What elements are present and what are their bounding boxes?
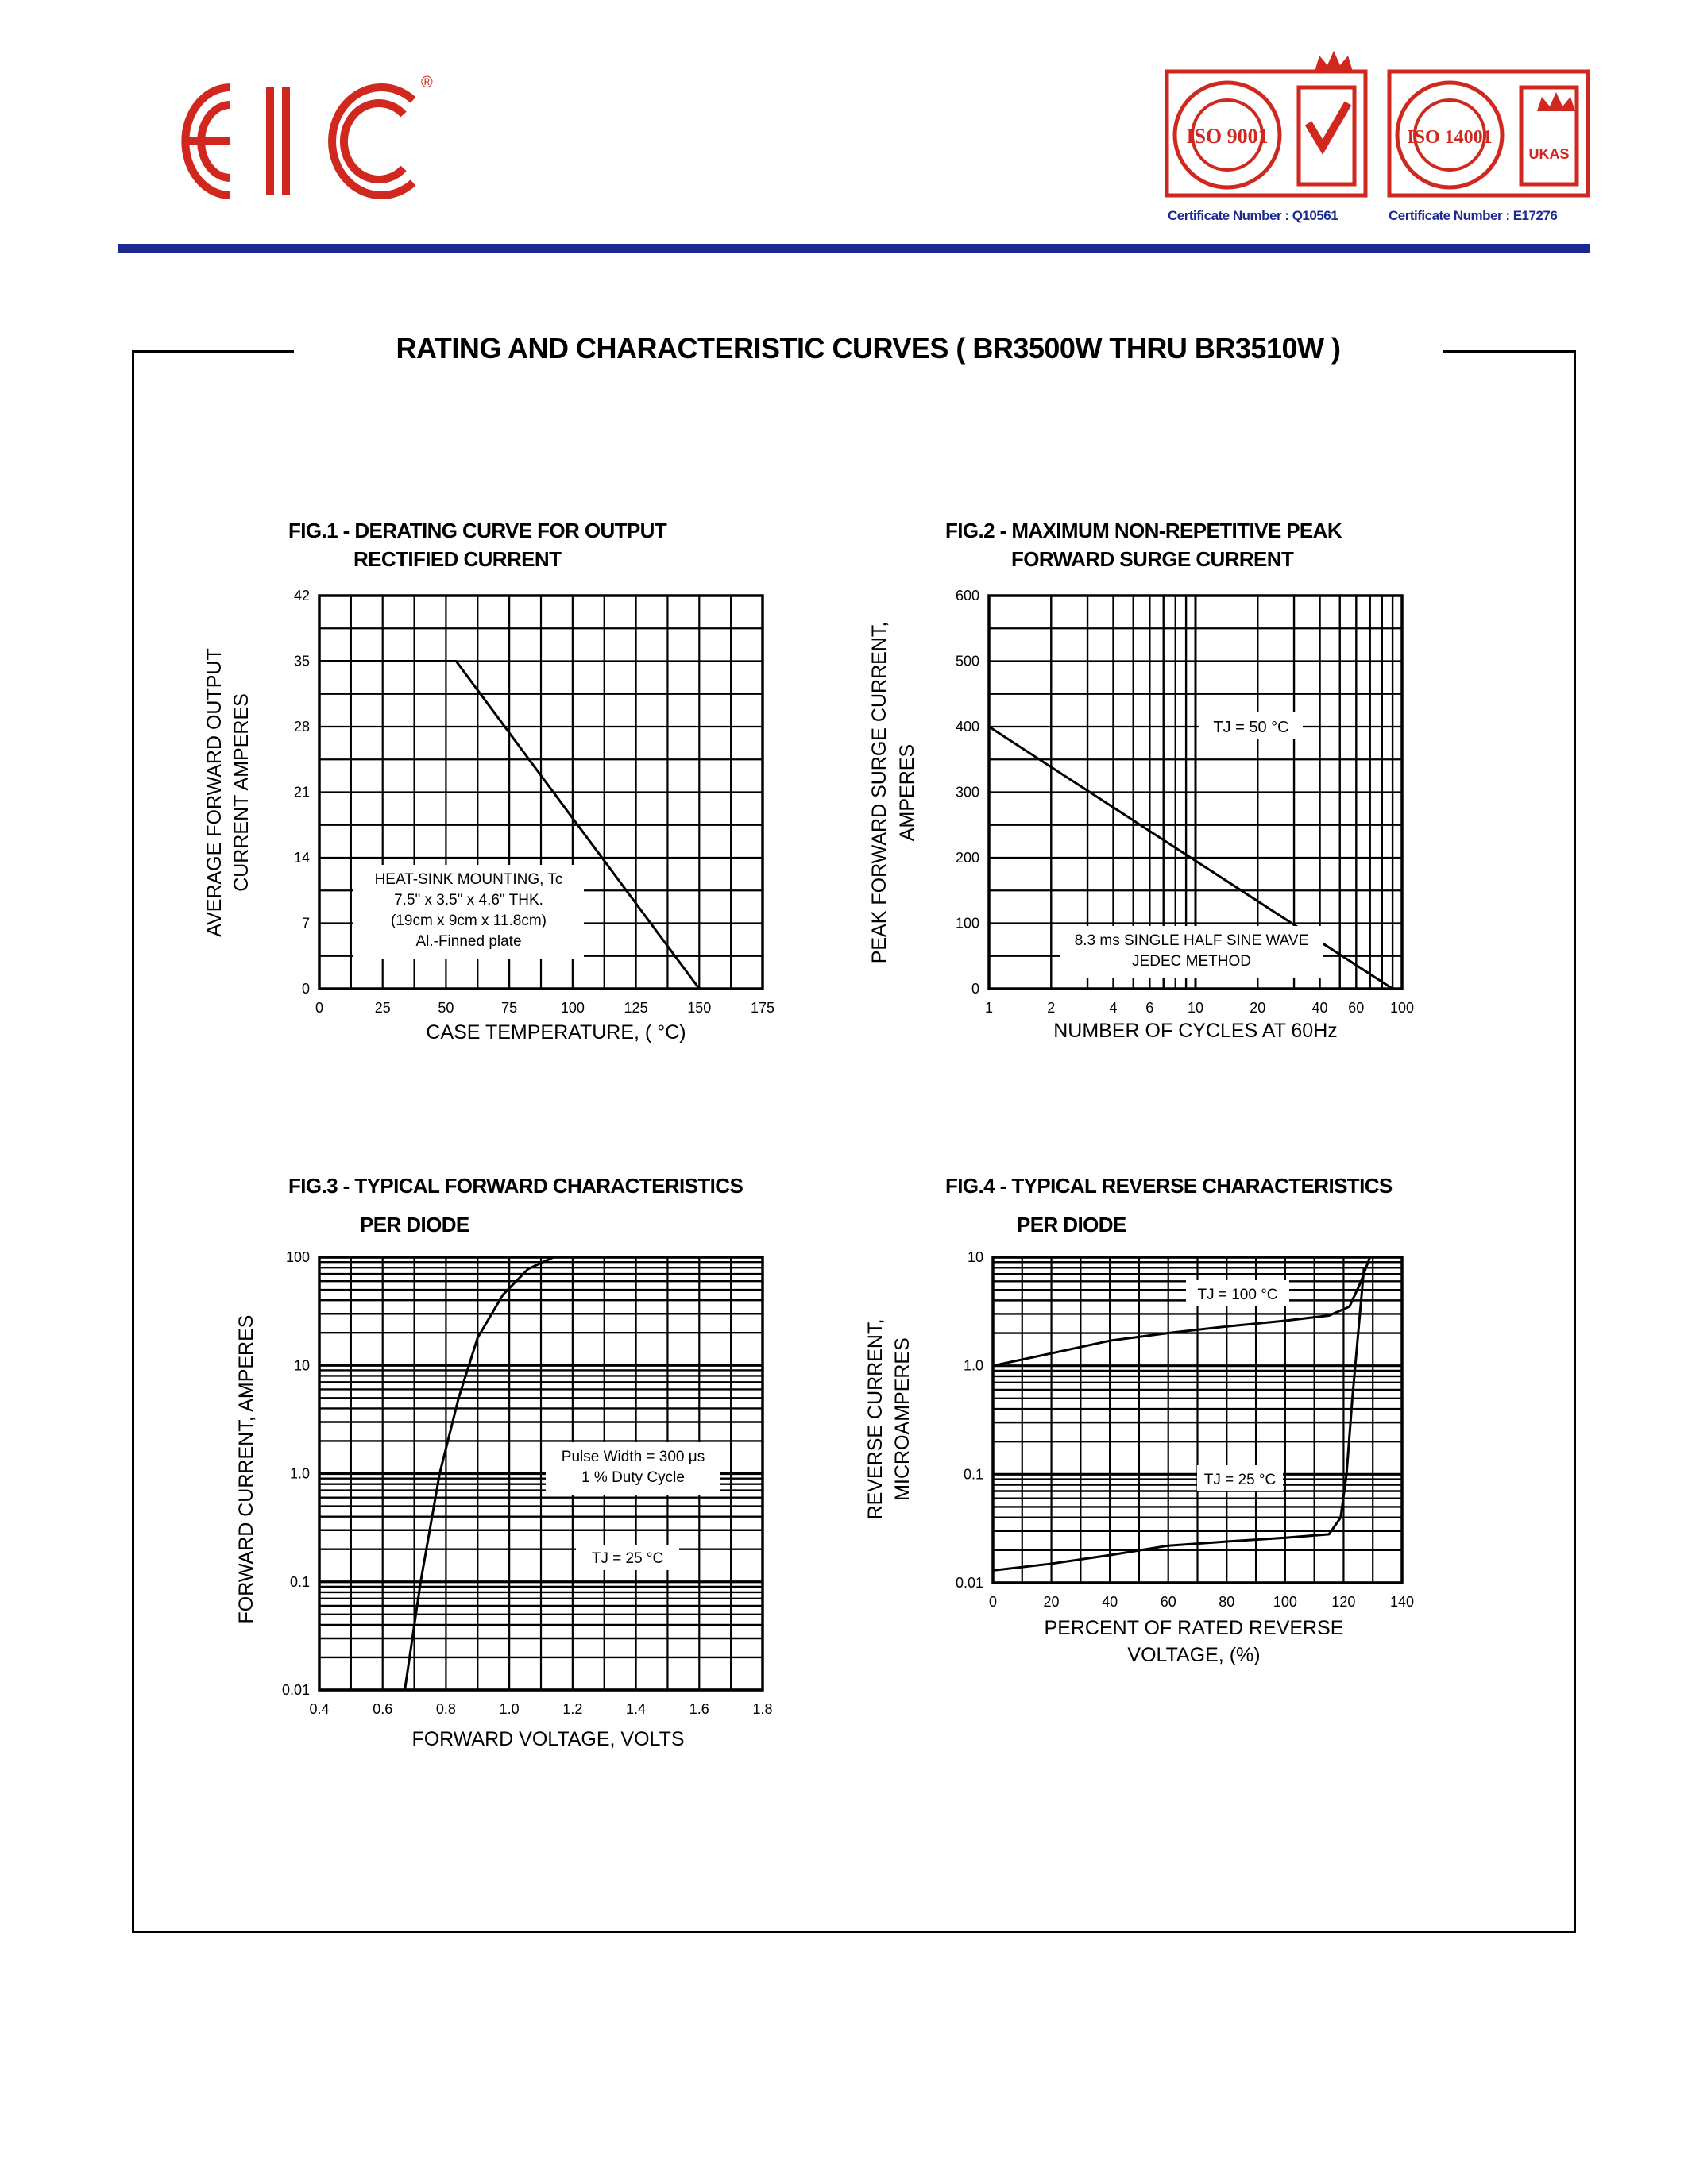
fig4-x-tick-label: 0 (988, 1594, 998, 1610)
fig3-annotation-line: Pulse Width = 300 μs (561, 1449, 705, 1465)
fig2-y-axis-label-line2: AMPERES (896, 743, 918, 842)
fig3-x-tick-label: 0.8 (435, 1701, 456, 1717)
fig3-x-tick-label: 1.0 (499, 1701, 520, 1717)
fig1-y-tick-label: 0 (301, 981, 310, 997)
fig1-chart (203, 588, 774, 1044)
fig4-x-tick-label: 60 (1160, 1594, 1176, 1610)
fig1-x-tick-label: 75 (501, 1000, 518, 1016)
fig1-y-tick-label: 7 (301, 915, 310, 932)
fig3-x-axis-label: FORWARD VOLTAGE, VOLTS (411, 1728, 685, 1750)
fig1-y-tick-label: 28 (293, 719, 310, 735)
fig1-annotation-line: (19cm x 9cm x 11.8cm) (390, 913, 547, 929)
fig2-title-line2: FORWARD SURGE CURRENT (1011, 547, 1294, 571)
fig2-y-tick-label: 100 (955, 915, 979, 932)
fig4-x-axis-label-line1: PERCENT OF RATED REVERSE (1044, 1617, 1344, 1639)
fig4-grid (993, 1257, 1402, 1583)
fig3-tj-annotation: TJ = 25 °C (591, 1550, 664, 1567)
registered-mark: ® (421, 74, 433, 91)
iso-9001-badge-text: ISO 9001 (1186, 125, 1269, 148)
fig2-y-tick-label: 400 (955, 719, 979, 735)
fig2-annotation-line: JEDEC METHOD (1132, 953, 1251, 970)
fig1-x-axis-label: CASE TEMPERATURE, ( °C) (426, 1021, 686, 1044)
fig2-x-tick-label: 4 (1109, 1000, 1118, 1016)
cert-number-14001: Certificate Number : E17276 (1389, 208, 1558, 223)
fig1-x-tick-label: 175 (750, 1000, 775, 1016)
fig2-chart (868, 588, 1414, 1042)
fig3-chart (235, 1249, 773, 1750)
fig4-series-0-label: TJ = 100 °C (1197, 1287, 1278, 1303)
fig2-x-tick-label: 10 (1187, 1000, 1204, 1016)
fig1-y-tick-label: 21 (293, 784, 310, 801)
fig2-x-axis-label: NUMBER OF CYCLES AT 60Hz (1053, 1020, 1338, 1042)
fig4-y-tick-label: 0.01 (955, 1575, 983, 1591)
fig1-y-tick-label: 42 (293, 588, 310, 604)
fig2-x-tick-label: 1 (984, 1000, 994, 1016)
fig3-y-tick-label: 0.1 (289, 1573, 310, 1590)
fig2-tj-annotation: TJ = 50 °C (1213, 719, 1289, 736)
fig1-x-tick-label: 150 (687, 1000, 712, 1016)
fig2-x-tick-label: 20 (1250, 1000, 1266, 1016)
fig4-title-line2: PER DIODE (1017, 1213, 1126, 1237)
fig3-y-tick-label: 100 (285, 1249, 310, 1265)
fig4-x-tick-label: 140 (1389, 1594, 1415, 1610)
fig4-y-axis-label-line1: REVERSE CURRENT, (864, 1318, 886, 1520)
fig4-x-axis-label-line2: VOLTAGE, (%) (1127, 1644, 1261, 1666)
fig4-title-line1: FIG.4 - TYPICAL REVERSE CHARACTERISTICS (945, 1174, 1393, 1198)
fig3-annotation-line: 1 % Duty Cycle (581, 1469, 685, 1486)
fig2-y-tick-label: 500 (955, 653, 979, 669)
iso-14001-badge-text: ISO 14001 (1407, 127, 1493, 148)
fig1-y-axis-label-line2: CURRENT AMPERES (230, 693, 253, 892)
fig2-y-tick-label: 600 (955, 588, 979, 604)
fig4-y-axis-label-line2: MICROAMPERES (891, 1337, 914, 1501)
fig4-x-tick-label: 20 (1043, 1594, 1060, 1610)
fig2-x-tick-label: 40 (1311, 1000, 1328, 1016)
fig2-y-tick-label: 0 (971, 981, 979, 997)
fig1-title-line1: FIG.1 - DERATING CURVE FOR OUTPUT (288, 519, 667, 542)
fig1-x-tick-label: 100 (560, 1000, 585, 1016)
fig2-x-tick-label: 60 (1348, 1000, 1365, 1016)
fig3-x-tick-label: 0.4 (309, 1701, 330, 1717)
fig4-y-tick-label: 0.1 (963, 1466, 983, 1483)
fig3-x-tick-label: 1.2 (562, 1701, 583, 1717)
fig4-x-tick-label: 40 (1102, 1594, 1118, 1610)
fig3-x-tick-label: 1.4 (626, 1701, 647, 1717)
fig4-x-tick-label: 100 (1273, 1594, 1297, 1610)
fig3-x-tick-label: 1.8 (752, 1701, 773, 1717)
fig1-annotation-line: 7.5" x 3.5" x 4.6" THK. (394, 892, 543, 909)
fig2-y-axis-label-line1: PEAK FORWARD SURGE CURRENT, (868, 621, 890, 964)
fig4-chart (864, 1249, 1414, 1666)
fig3-y-axis-label: FORWARD CURRENT, AMPERES (235, 1314, 257, 1624)
fig2-x-tick-label: 100 (1389, 1000, 1415, 1016)
fig3-y-tick-label: 10 (293, 1357, 310, 1374)
fig2-title-line1: FIG.2 - MAXIMUM NON-REPETITIVE PEAK (945, 519, 1342, 542)
fig2-x-tick-label: 6 (1145, 1000, 1154, 1016)
fig3-title-line1: FIG.3 - TYPICAL FORWARD CHARACTERISTICS (288, 1174, 744, 1198)
fig1-y-axis-label-line1: AVERAGE FORWARD OUTPUT (203, 648, 226, 937)
fig3-x-tick-label: 0.6 (373, 1701, 393, 1717)
fig4-x-tick-label: 80 (1219, 1594, 1235, 1610)
fig4-y-tick-label: 1.0 (963, 1357, 983, 1374)
fig1-x-tick-label: 50 (438, 1000, 454, 1016)
fig3-y-tick-label: 1.0 (289, 1465, 310, 1482)
fig1-x-tick-label: 125 (624, 1000, 648, 1016)
svg-text:UKAS: UKAS (1528, 146, 1570, 162)
fig1-y-tick-label: 35 (293, 653, 310, 669)
fig2-y-tick-label: 200 (955, 850, 979, 866)
fig1-x-tick-label: 0 (315, 1000, 324, 1016)
fig3-x-tick-label: 1.6 (689, 1701, 709, 1717)
fig1-annotation-line: Al.-Finned plate (415, 933, 522, 950)
fig1-x-tick-label: 25 (374, 1000, 391, 1016)
fig1-title-line2: RECTIFIED CURRENT (353, 547, 562, 571)
cert-number-9001: Certificate Number : Q10561 (1168, 208, 1338, 223)
fig4-y-tick-label: 10 (967, 1249, 983, 1265)
fig2-y-tick-label: 300 (955, 784, 979, 801)
fig4-x-tick-label: 120 (1331, 1594, 1356, 1610)
fig3-y-tick-label: 0.01 (281, 1682, 310, 1698)
page-title: RATING AND CHARACTERISTIC CURVES ( BR3500W THRU BR3510W ) (396, 332, 1341, 365)
fig1-annotation-line: HEAT-SINK MOUNTING, Tc (374, 871, 563, 888)
fig3-title-line2: PER DIODE (360, 1213, 469, 1237)
fig2-x-tick-label: 2 (1047, 1000, 1056, 1016)
fig2-annotation-line: 8.3 ms SINGLE HALF SINE WAVE (1074, 932, 1309, 949)
fig1-y-tick-label: 14 (293, 850, 310, 866)
fig4-series-1-label: TJ = 25 °C (1203, 1472, 1277, 1488)
